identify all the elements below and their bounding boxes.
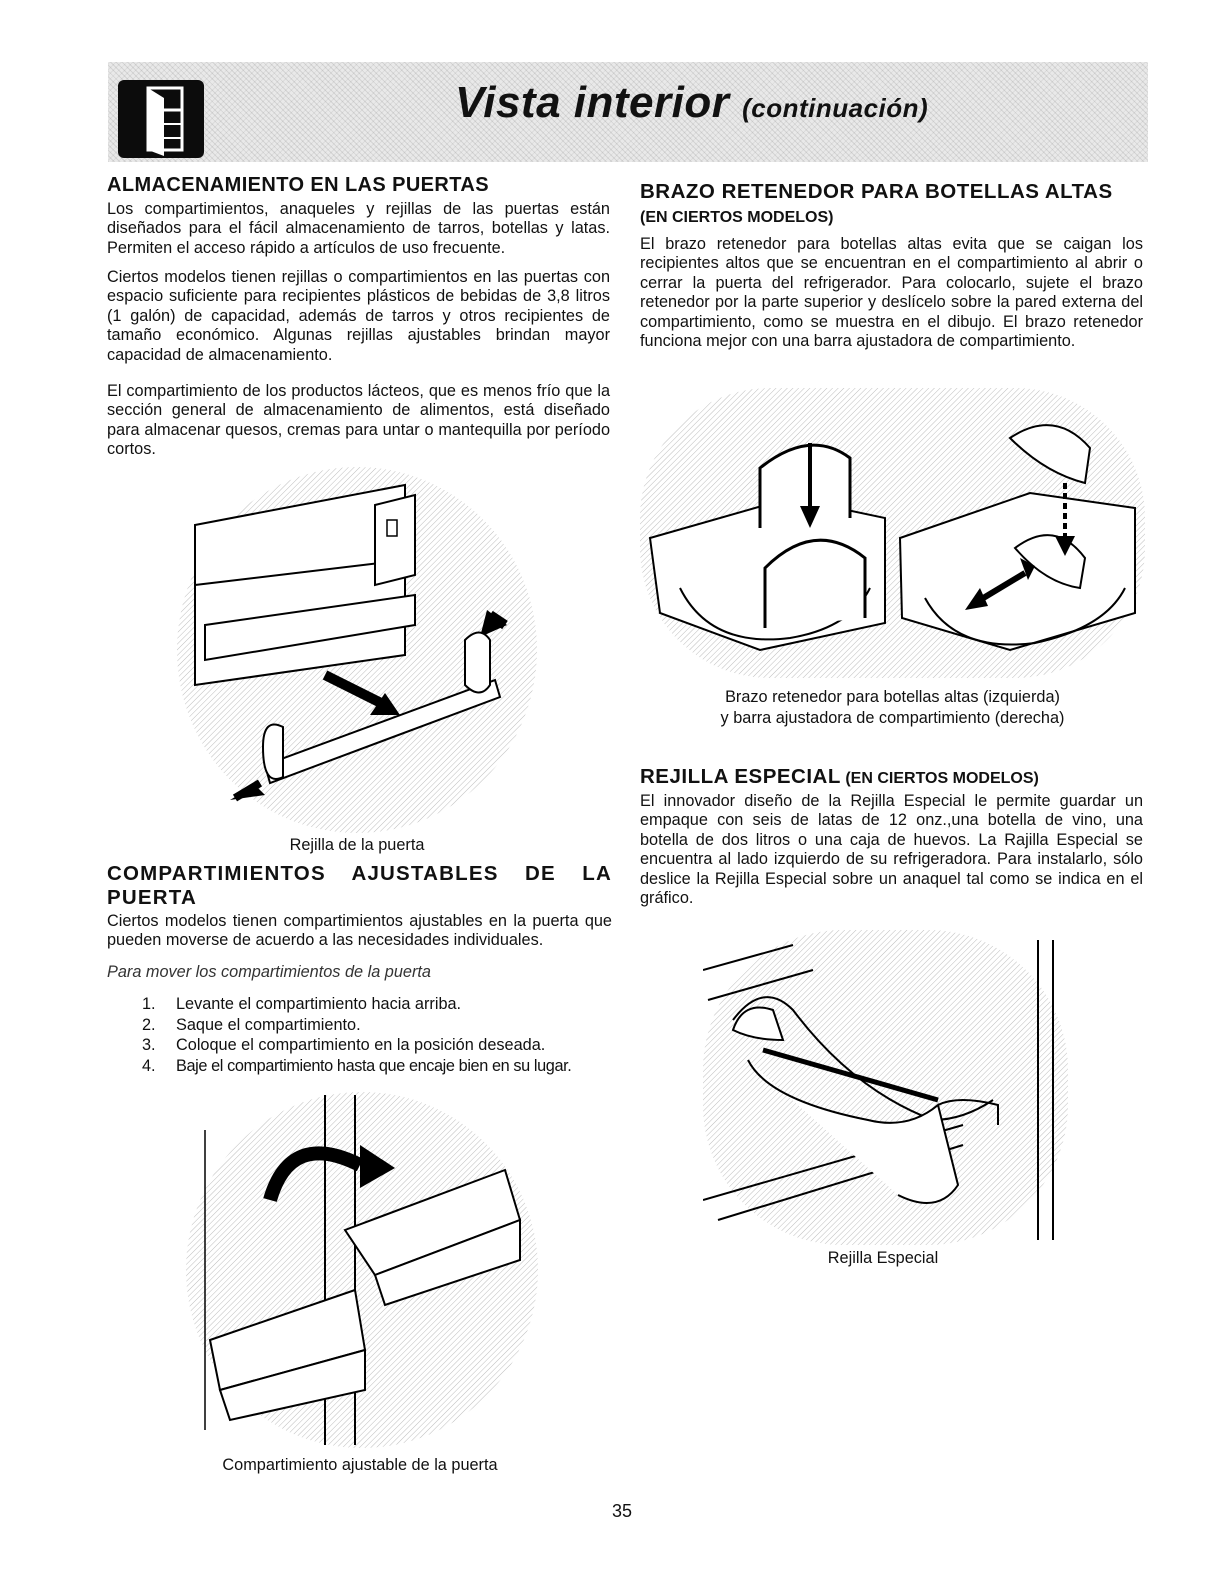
figure-caption: Compartimiento ajustable de la puerta xyxy=(222,1456,498,1474)
heading-main: REJILLA ESPECIAL xyxy=(640,765,841,788)
adjustable-bin-illustration xyxy=(185,1090,540,1450)
section-heading-special-rack xyxy=(640,765,1039,789)
special-rack-illustration xyxy=(703,930,1068,1245)
paragraph: El innovador diseño de la Rejilla Especial le permite guardar un empaque con seis de latas de 12 onz.,una botella de vino, una botella de dos litros o una caja de huevos. La Rajilla Especial se encuentra al lado izquierdo de su refrigeradora. Para instalarlo, sólo deslice la Rejilla Especial sobre un anaquel tal como se indica en el gráfico. xyxy=(640,792,1143,908)
door-rack-illustration xyxy=(175,465,540,835)
section-subheading: (EN CIERTOS MODELOS) xyxy=(640,209,834,226)
page-number: 35 xyxy=(612,1501,633,1521)
instruction-steps xyxy=(142,994,571,1076)
figure-caption: Rejilla de la puerta xyxy=(289,836,425,854)
figure-caption: y barra ajustadora de compartimiento (derecha) xyxy=(720,709,1065,727)
step-item: 4. Baje el compartimiento hasta que encaje bien en su lugar. xyxy=(142,1056,572,1075)
instructions-subheading: Para mover los compartimientos de la puerta xyxy=(107,963,431,981)
title-subtitle: (continuación) xyxy=(742,93,929,123)
paragraph: Los compartimientos, anaqueles y rejillas de las puertas están diseñados para el fácil almacenamiento de tarros, botellas y latas. Permiten el acceso rápido a artículos de uso frecuente. xyxy=(107,200,610,257)
paragraph: Ciertos modelos tienen compartimientos ajustables en la puerta que pueden moverse de acuerdo a las necesidades individuales. xyxy=(107,912,612,950)
section-heading-adjustable-bins: COMPARTIMIENTOS AJUSTABLES DE LA xyxy=(107,862,612,885)
paragraph: Ciertos modelos tienen rejillas o compartimientos en las puertas con espacio suficiente para recipientes plásticos de bebidas de 3,8 litros (1 galón) de capacidad, además de tarros y otros recipientes de tamaño económico. Algunas rejillas ajustables brindan mayor capacidad de almacenamiento. xyxy=(107,268,610,364)
figure-caption: Rejilla Especial xyxy=(827,1249,939,1267)
heading-small: (EN CIERTOS MODELOS) xyxy=(845,770,1039,787)
step-item: 2. Saque el compartimiento. xyxy=(142,1015,361,1034)
section-heading-bottle-retainer: BRAZO RETENEDOR PARA BOTELLAS ALTAS xyxy=(640,180,1113,203)
step-item: 3. Coloque el compartimiento en la posición deseada. xyxy=(142,1036,546,1054)
section-heading-door-storage: ALMACENAMIENTO EN LAS PUERTAS xyxy=(107,174,489,196)
paragraph: El brazo retenedor para botellas altas evita que se caigan los recipientes altos que se encuentran en el compartimiento al abrir o cerrar la puerta del refrigerador. Para colocarlo, sujete el brazo retenedor por la parte superior y deslícelo sobre la pared externa del compartimiento, como se muestra en el dibujo. El brazo retenedor funciona mejor con una barra ajustadora de compartimiento. xyxy=(640,235,1143,351)
paragraph: El compartimiento de los productos lácteos, que es menos frío que la sección general de almacenamiento de alimentos, está diseñado para almacenar quesos, cremas para untar o mantequilla por período cortos. xyxy=(107,382,610,459)
bottle-retainer-illustration xyxy=(640,388,1145,678)
step-item: 1. Levante el compartimiento hacia arriba. xyxy=(142,995,462,1013)
figure-caption: Brazo retenedor para botellas altas (izquierda) xyxy=(725,688,1060,706)
section-heading-adjustable-bins-cont: PUERTA xyxy=(107,886,197,909)
title-main: Vista interior xyxy=(455,78,730,127)
page-title xyxy=(455,78,928,128)
refrigerator-icon xyxy=(118,80,204,158)
